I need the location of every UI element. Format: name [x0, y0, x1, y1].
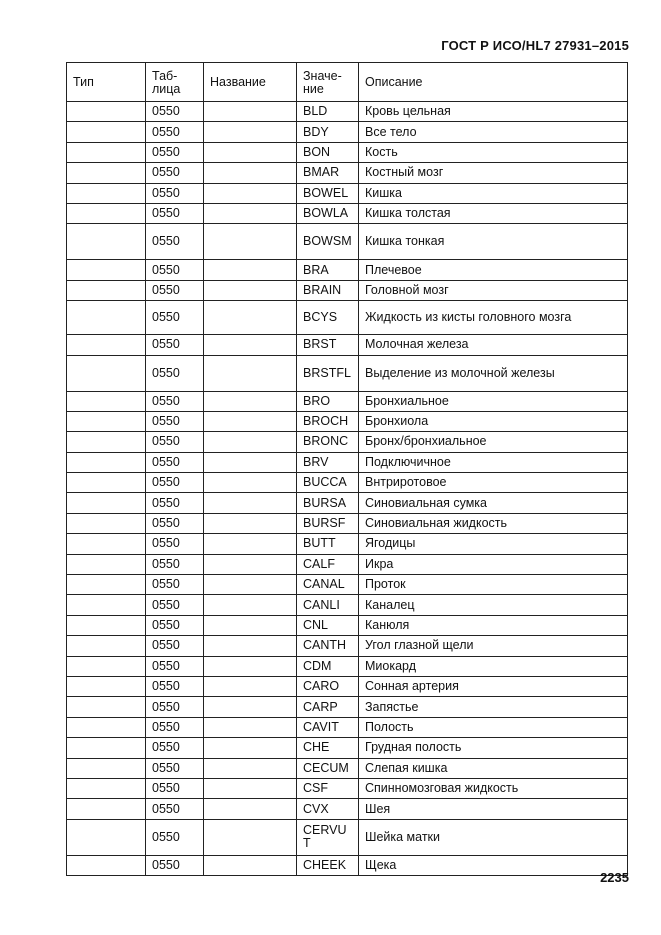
- value-cell: CHE: [297, 738, 359, 758]
- description-cell: Молочная железа: [359, 335, 628, 355]
- name-cell: [204, 656, 297, 676]
- description-cell: Полость: [359, 717, 628, 737]
- table-id-cell: 0550: [146, 102, 204, 122]
- column-header-name: Название: [204, 63, 297, 102]
- column-header-table: Таб- лица: [146, 63, 204, 102]
- description-cell: Ягодицы: [359, 534, 628, 554]
- type-cell: [67, 799, 146, 819]
- name-cell: [204, 493, 297, 513]
- value-cell: CARP: [297, 697, 359, 717]
- description-cell: Бронхиола: [359, 411, 628, 431]
- type-cell: [67, 260, 146, 280]
- type-cell: [67, 391, 146, 411]
- type-cell: [67, 122, 146, 142]
- value-cell: CHEEK: [297, 855, 359, 875]
- value-cell: BOWSM: [297, 224, 359, 260]
- table-row: [67, 758, 628, 778]
- description-cell: Сонная артерия: [359, 676, 628, 696]
- table-id-cell: 0550: [146, 615, 204, 635]
- table-row: [67, 799, 628, 819]
- table-row: [67, 513, 628, 533]
- name-cell: [204, 636, 297, 656]
- description-cell: Проток: [359, 575, 628, 595]
- column-header-type: Тип: [67, 63, 146, 102]
- type-cell: [67, 280, 146, 300]
- table-row: [67, 738, 628, 758]
- description-cell: Синовиальная жидкость: [359, 513, 628, 533]
- table-row: [67, 335, 628, 355]
- table-row: [67, 534, 628, 554]
- table-id-cell: 0550: [146, 595, 204, 615]
- description-cell: Кишка тонкая: [359, 224, 628, 260]
- code-table: [66, 62, 628, 876]
- description-cell: Внтриротовое: [359, 473, 628, 493]
- type-cell: [67, 778, 146, 798]
- description-cell: Жидкость из кисты головного мозга: [359, 301, 628, 335]
- name-cell: [204, 819, 297, 855]
- value-cell: BRO: [297, 391, 359, 411]
- table-id-cell: 0550: [146, 432, 204, 452]
- table-row: [67, 778, 628, 798]
- table-row: [67, 493, 628, 513]
- table-row: [67, 260, 628, 280]
- value-cell: BRST: [297, 335, 359, 355]
- table-row: [67, 102, 628, 122]
- column-header-description: Описание: [359, 63, 628, 102]
- description-cell: Подключичное: [359, 452, 628, 472]
- name-cell: [204, 142, 297, 162]
- table-id-cell: 0550: [146, 122, 204, 142]
- description-cell: Выделение из молочной железы: [359, 355, 628, 391]
- name-cell: [204, 595, 297, 615]
- value-cell: CDM: [297, 656, 359, 676]
- table-row: [67, 391, 628, 411]
- description-cell: Синовиальная сумка: [359, 493, 628, 513]
- name-cell: [204, 513, 297, 533]
- description-cell: Канюля: [359, 615, 628, 635]
- table-row: [67, 183, 628, 203]
- table-row: [67, 301, 628, 335]
- table-id-cell: 0550: [146, 697, 204, 717]
- table-row: [67, 595, 628, 615]
- name-cell: [204, 260, 297, 280]
- description-cell: Грудная полость: [359, 738, 628, 758]
- table-row: [67, 717, 628, 737]
- value-cell: BURSA: [297, 493, 359, 513]
- description-cell: Костный мозг: [359, 163, 628, 183]
- table-id-cell: 0550: [146, 224, 204, 260]
- table-id-cell: 0550: [146, 203, 204, 223]
- table-id-cell: 0550: [146, 799, 204, 819]
- table-id-cell: 0550: [146, 575, 204, 595]
- table-row: [67, 615, 628, 635]
- type-cell: [67, 203, 146, 223]
- value-cell: CANAL: [297, 575, 359, 595]
- type-cell: [67, 575, 146, 595]
- description-cell: Спинномозговая жидкость: [359, 778, 628, 798]
- description-cell: Каналец: [359, 595, 628, 615]
- table-id-cell: 0550: [146, 473, 204, 493]
- table-id-cell: 0550: [146, 656, 204, 676]
- type-cell: [67, 224, 146, 260]
- description-cell: Головной мозг: [359, 280, 628, 300]
- name-cell: [204, 102, 297, 122]
- type-cell: [67, 717, 146, 737]
- table-row: [67, 676, 628, 696]
- name-cell: [204, 855, 297, 875]
- value-cell: CALF: [297, 554, 359, 574]
- type-cell: [67, 855, 146, 875]
- table-row: [67, 575, 628, 595]
- value-cell: BRA: [297, 260, 359, 280]
- column-header-value: Значе- ние: [297, 63, 359, 102]
- table-row: [67, 411, 628, 431]
- table-id-cell: 0550: [146, 183, 204, 203]
- page-number: 2235: [600, 870, 629, 885]
- table-row: [67, 432, 628, 452]
- type-cell: [67, 432, 146, 452]
- type-cell: [67, 411, 146, 431]
- table-id-cell: 0550: [146, 452, 204, 472]
- description-cell: Икра: [359, 554, 628, 574]
- name-cell: [204, 183, 297, 203]
- table-id-cell: 0550: [146, 636, 204, 656]
- table-id-cell: 0550: [146, 855, 204, 875]
- type-cell: [67, 554, 146, 574]
- type-cell: [67, 355, 146, 391]
- value-cell: BURSF: [297, 513, 359, 533]
- table-row: [67, 142, 628, 162]
- table-id-cell: 0550: [146, 391, 204, 411]
- table-header-row: [67, 63, 628, 102]
- type-cell: [67, 595, 146, 615]
- value-cell: BROCH: [297, 411, 359, 431]
- table-id-cell: 0550: [146, 301, 204, 335]
- value-cell: BOWLA: [297, 203, 359, 223]
- value-cell: CERVUT: [297, 819, 359, 855]
- description-cell: Бронх/бронхиальное: [359, 432, 628, 452]
- table-id-cell: 0550: [146, 142, 204, 162]
- value-cell: BRSTFL: [297, 355, 359, 391]
- name-cell: [204, 163, 297, 183]
- description-cell: Шейка матки: [359, 819, 628, 855]
- value-cell: CANTH: [297, 636, 359, 656]
- table-row: [67, 636, 628, 656]
- name-cell: [204, 697, 297, 717]
- type-cell: [67, 335, 146, 355]
- type-cell: [67, 142, 146, 162]
- type-cell: [67, 697, 146, 717]
- name-cell: [204, 615, 297, 635]
- description-cell: Слепая кишка: [359, 758, 628, 778]
- value-cell: BMAR: [297, 163, 359, 183]
- name-cell: [204, 411, 297, 431]
- table-id-cell: 0550: [146, 717, 204, 737]
- table-row: [67, 280, 628, 300]
- name-cell: [204, 203, 297, 223]
- table-id-cell: 0550: [146, 280, 204, 300]
- value-cell: CNL: [297, 615, 359, 635]
- table-row: [67, 224, 628, 260]
- table-row: [67, 163, 628, 183]
- table-row: [67, 473, 628, 493]
- name-cell: [204, 758, 297, 778]
- description-cell: Угол глазной щели: [359, 636, 628, 656]
- table-id-cell: 0550: [146, 758, 204, 778]
- name-cell: [204, 122, 297, 142]
- type-cell: [67, 183, 146, 203]
- name-cell: [204, 391, 297, 411]
- table-id-cell: 0550: [146, 738, 204, 758]
- name-cell: [204, 301, 297, 335]
- table-id-cell: 0550: [146, 260, 204, 280]
- name-cell: [204, 452, 297, 472]
- name-cell: [204, 778, 297, 798]
- name-cell: [204, 554, 297, 574]
- table-row: [67, 554, 628, 574]
- table-row: [67, 122, 628, 142]
- description-cell: Шея: [359, 799, 628, 819]
- type-cell: [67, 656, 146, 676]
- table-row: [67, 656, 628, 676]
- name-cell: [204, 473, 297, 493]
- table-id-cell: 0550: [146, 676, 204, 696]
- value-cell: CECUM: [297, 758, 359, 778]
- type-cell: [67, 758, 146, 778]
- description-cell: Миокард: [359, 656, 628, 676]
- value-cell: CVX: [297, 799, 359, 819]
- value-cell: CANLI: [297, 595, 359, 615]
- type-cell: [67, 534, 146, 554]
- description-cell: Кишка толстая: [359, 203, 628, 223]
- type-cell: [67, 636, 146, 656]
- table-id-cell: 0550: [146, 554, 204, 574]
- value-cell: BRV: [297, 452, 359, 472]
- type-cell: [67, 301, 146, 335]
- table-id-cell: 0550: [146, 411, 204, 431]
- name-cell: [204, 224, 297, 260]
- name-cell: [204, 534, 297, 554]
- value-cell: BCYS: [297, 301, 359, 335]
- value-cell: BLD: [297, 102, 359, 122]
- description-cell: Все тело: [359, 122, 628, 142]
- type-cell: [67, 493, 146, 513]
- name-cell: [204, 575, 297, 595]
- table-id-cell: 0550: [146, 335, 204, 355]
- type-cell: [67, 676, 146, 696]
- type-cell: [67, 102, 146, 122]
- table-id-cell: 0550: [146, 778, 204, 798]
- table-id-cell: 0550: [146, 163, 204, 183]
- value-cell: BUCCA: [297, 473, 359, 493]
- value-cell: BDY: [297, 122, 359, 142]
- table-id-cell: 0550: [146, 513, 204, 533]
- type-cell: [67, 738, 146, 758]
- type-cell: [67, 819, 146, 855]
- name-cell: [204, 355, 297, 391]
- description-cell: Щека: [359, 855, 628, 875]
- name-cell: [204, 335, 297, 355]
- type-cell: [67, 513, 146, 533]
- table-row: [67, 697, 628, 717]
- name-cell: [204, 676, 297, 696]
- value-cell: BUTT: [297, 534, 359, 554]
- table-body: [67, 102, 628, 876]
- name-cell: [204, 432, 297, 452]
- value-cell: BRAIN: [297, 280, 359, 300]
- table-row: [67, 855, 628, 875]
- description-cell: Кость: [359, 142, 628, 162]
- description-cell: Запястье: [359, 697, 628, 717]
- value-cell: CARO: [297, 676, 359, 696]
- value-cell: BRONC: [297, 432, 359, 452]
- description-cell: Кровь цельная: [359, 102, 628, 122]
- table-id-cell: 0550: [146, 493, 204, 513]
- name-cell: [204, 799, 297, 819]
- table-row: [67, 819, 628, 855]
- description-cell: Плечевое: [359, 260, 628, 280]
- type-cell: [67, 615, 146, 635]
- table-id-cell: 0550: [146, 534, 204, 554]
- value-cell: BOWEL: [297, 183, 359, 203]
- type-cell: [67, 473, 146, 493]
- value-cell: CSF: [297, 778, 359, 798]
- table-row: [67, 452, 628, 472]
- table-id-cell: 0550: [146, 355, 204, 391]
- type-cell: [67, 163, 146, 183]
- type-cell: [67, 452, 146, 472]
- name-cell: [204, 280, 297, 300]
- description-cell: Бронхиальное: [359, 391, 628, 411]
- table-row: [67, 355, 628, 391]
- description-cell: Кишка: [359, 183, 628, 203]
- value-cell: BON: [297, 142, 359, 162]
- name-cell: [204, 738, 297, 758]
- value-cell: CAVIT: [297, 717, 359, 737]
- table-id-cell: 0550: [146, 819, 204, 855]
- table-row: [67, 203, 628, 223]
- name-cell: [204, 717, 297, 737]
- standard-header: ГОСТ Р ИСО/HL7 27931–2015: [441, 38, 629, 53]
